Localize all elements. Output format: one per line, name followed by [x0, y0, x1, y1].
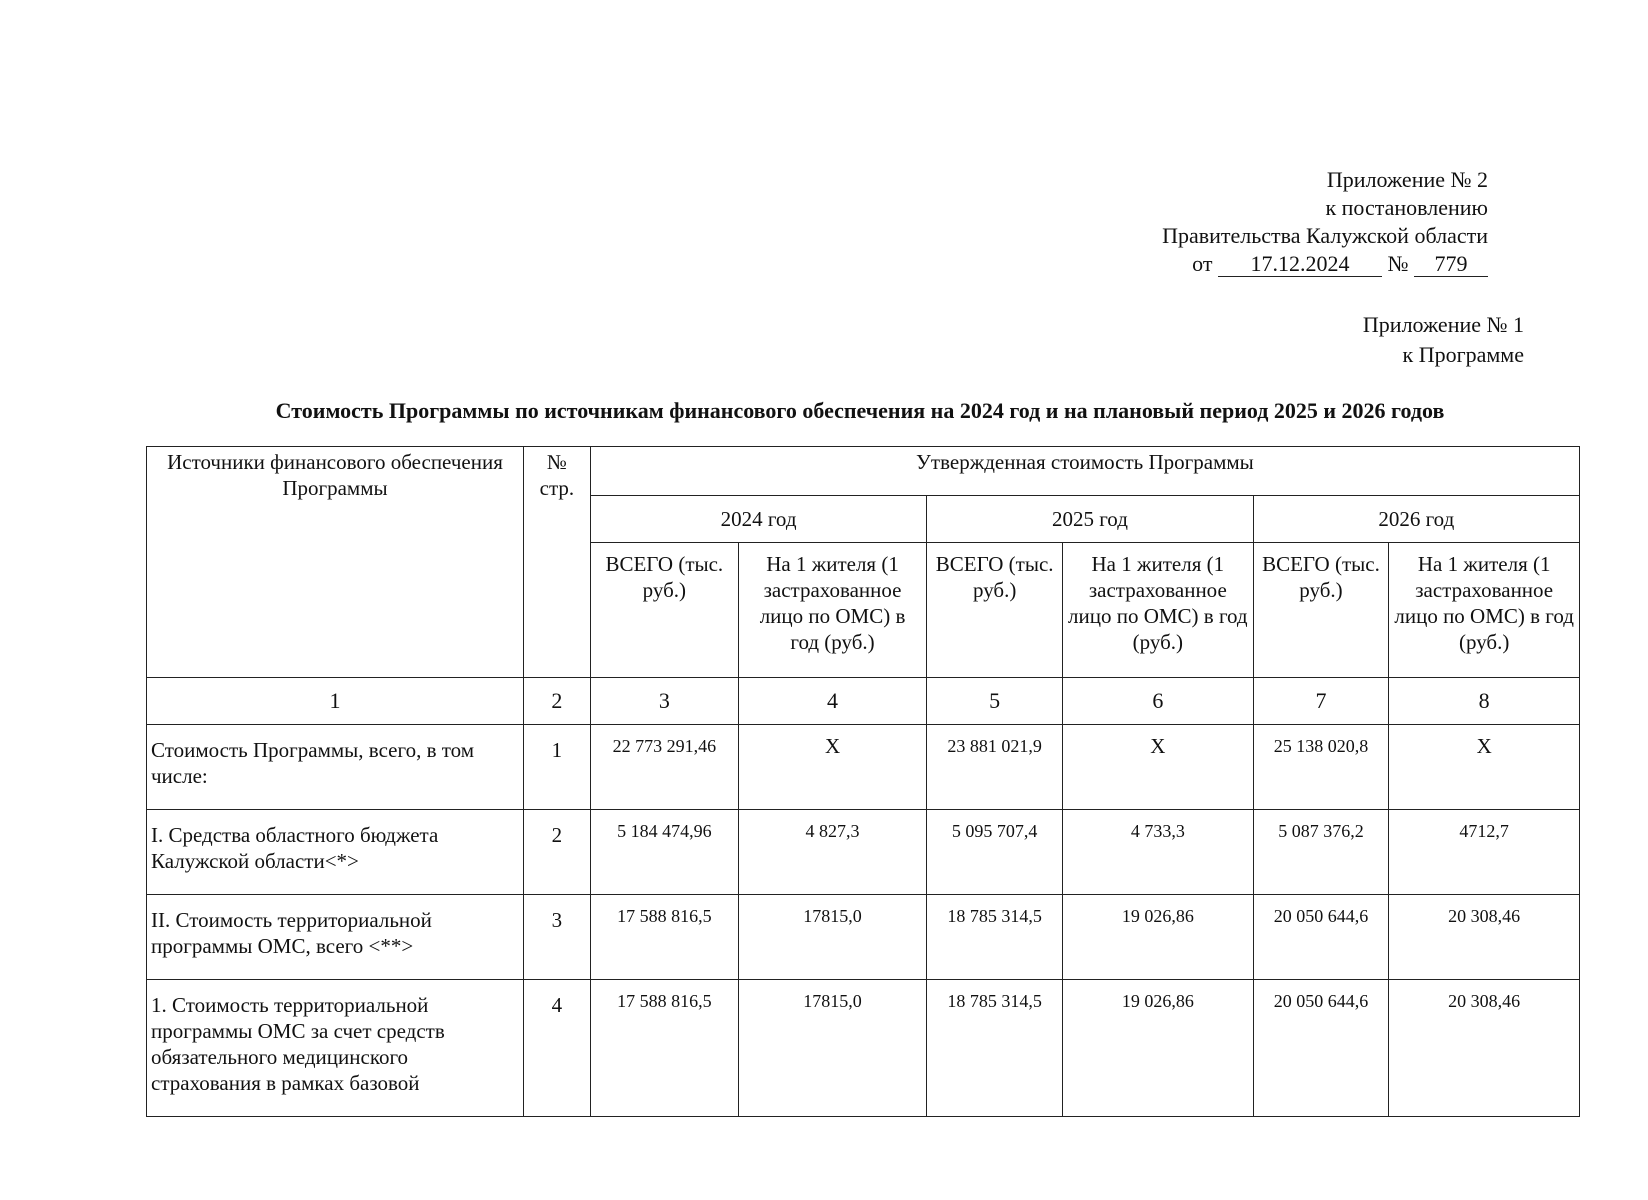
header-row-no: № стр. [523, 447, 590, 678]
header-per-capita-2026: На 1 жителя (1 застрахованное лицо по ОМС) в год (руб.) [1389, 543, 1580, 678]
total-2026: 20 050 644,6 [1253, 895, 1389, 980]
program-appendix-number: Приложение № 1 [1362, 312, 1524, 337]
total-2025: 5 095 707,4 [927, 810, 1063, 895]
table-row [147, 895, 1580, 980]
header-year-2024: 2024 год [590, 496, 926, 543]
column-number: 1 [147, 678, 524, 725]
total-2024: 17 588 816,5 [590, 980, 738, 1117]
row-source-name: Стоимость Программы, всего, в том числе: [147, 725, 524, 810]
appendix-to-resolution: к постановлению [1325, 195, 1488, 220]
column-number: 6 [1063, 678, 1254, 725]
header-total-2026: ВСЕГО (тыс. руб.) [1253, 543, 1389, 678]
table-row [147, 980, 1580, 1117]
header-approved-cost: Утвержденная стоимость Программы [590, 447, 1579, 496]
table-row [147, 810, 1580, 895]
column-number: 8 [1389, 678, 1580, 725]
row-source-name: 1. Стоимость территориальной программы ОМС за счет средств обязательного медицинского страхования в рамках базовой [147, 980, 524, 1117]
row-number: 3 [523, 895, 590, 980]
appendix-number: Приложение № 2 [1326, 167, 1488, 192]
per-capita-2026: 20 308,46 [1389, 980, 1580, 1117]
per-capita-2026: X [1389, 725, 1580, 810]
total-2024: 17 588 816,5 [590, 895, 738, 980]
per-capita-2024: 4 827,3 [738, 810, 926, 895]
row-number: 1 [523, 725, 590, 810]
header-year-2026: 2026 год [1253, 496, 1579, 543]
header-year-2025: 2025 год [927, 496, 1253, 543]
header-total-2024: ВСЕГО (тыс. руб.) [590, 543, 738, 678]
header-sources: Источники финансового обеспечения Программы [147, 447, 524, 678]
column-number: 4 [738, 678, 926, 725]
per-capita-2024: 17815,0 [738, 980, 926, 1117]
program-appendix-header [1363, 310, 1524, 370]
header-total-2025: ВСЕГО (тыс. руб.) [927, 543, 1063, 678]
appendix-header [1162, 166, 1488, 278]
table-row [147, 725, 1580, 810]
total-2025: 18 785 314,5 [927, 895, 1063, 980]
program-cost-table [146, 446, 1580, 1117]
column-number: 7 [1253, 678, 1389, 725]
per-capita-2024: X [738, 725, 926, 810]
resolution-date: 17.12.2024 [1218, 252, 1382, 277]
document-title: Стоимость Программы по источникам финансового обеспечения на 2024 год и на плановый период 2025 и 2026 годов [275, 398, 1445, 423]
table-header-row [147, 447, 1580, 496]
row-source-name: I. Средства областного бюджета Калужской области<*> [147, 810, 524, 895]
number-label: № [1387, 251, 1409, 276]
per-capita-2025: 4 733,3 [1063, 810, 1254, 895]
row-number: 2 [523, 810, 590, 895]
column-number: 3 [590, 678, 738, 725]
appendix-government: Правительства Калужской области [1162, 223, 1488, 248]
per-capita-2026: 20 308,46 [1389, 895, 1580, 980]
resolution-date-number [1162, 250, 1488, 278]
column-number-row [147, 678, 1580, 725]
header-per-capita-2024: На 1 жителя (1 застрахованное лицо по ОМС) в год (руб.) [738, 543, 926, 678]
total-2024: 5 184 474,96 [590, 810, 738, 895]
per-capita-2025: 19 026,86 [1063, 895, 1254, 980]
total-2024: 22 773 291,46 [590, 725, 738, 810]
header-per-capita-2025: На 1 жителя (1 застрахованное лицо по ОМС) в год (руб.) [1063, 543, 1254, 678]
total-2026: 20 050 644,6 [1253, 980, 1389, 1117]
per-capita-2025: X [1063, 725, 1254, 810]
program-appendix-to: к Программе [1402, 342, 1524, 367]
per-capita-2025: 19 026,86 [1063, 980, 1254, 1117]
from-label: от [1192, 251, 1213, 276]
resolution-number: 779 [1414, 252, 1488, 277]
column-number: 5 [927, 678, 1063, 725]
per-capita-2024: 17815,0 [738, 895, 926, 980]
per-capita-2026: 4712,7 [1389, 810, 1580, 895]
total-2025: 23 881 021,9 [927, 725, 1063, 810]
row-source-name: II. Стоимость территориальной программы ОМС, всего <**> [147, 895, 524, 980]
total-2026: 25 138 020,8 [1253, 725, 1389, 810]
total-2025: 18 785 314,5 [927, 980, 1063, 1117]
column-number: 2 [523, 678, 590, 725]
row-number: 4 [523, 980, 590, 1117]
total-2026: 5 087 376,2 [1253, 810, 1389, 895]
